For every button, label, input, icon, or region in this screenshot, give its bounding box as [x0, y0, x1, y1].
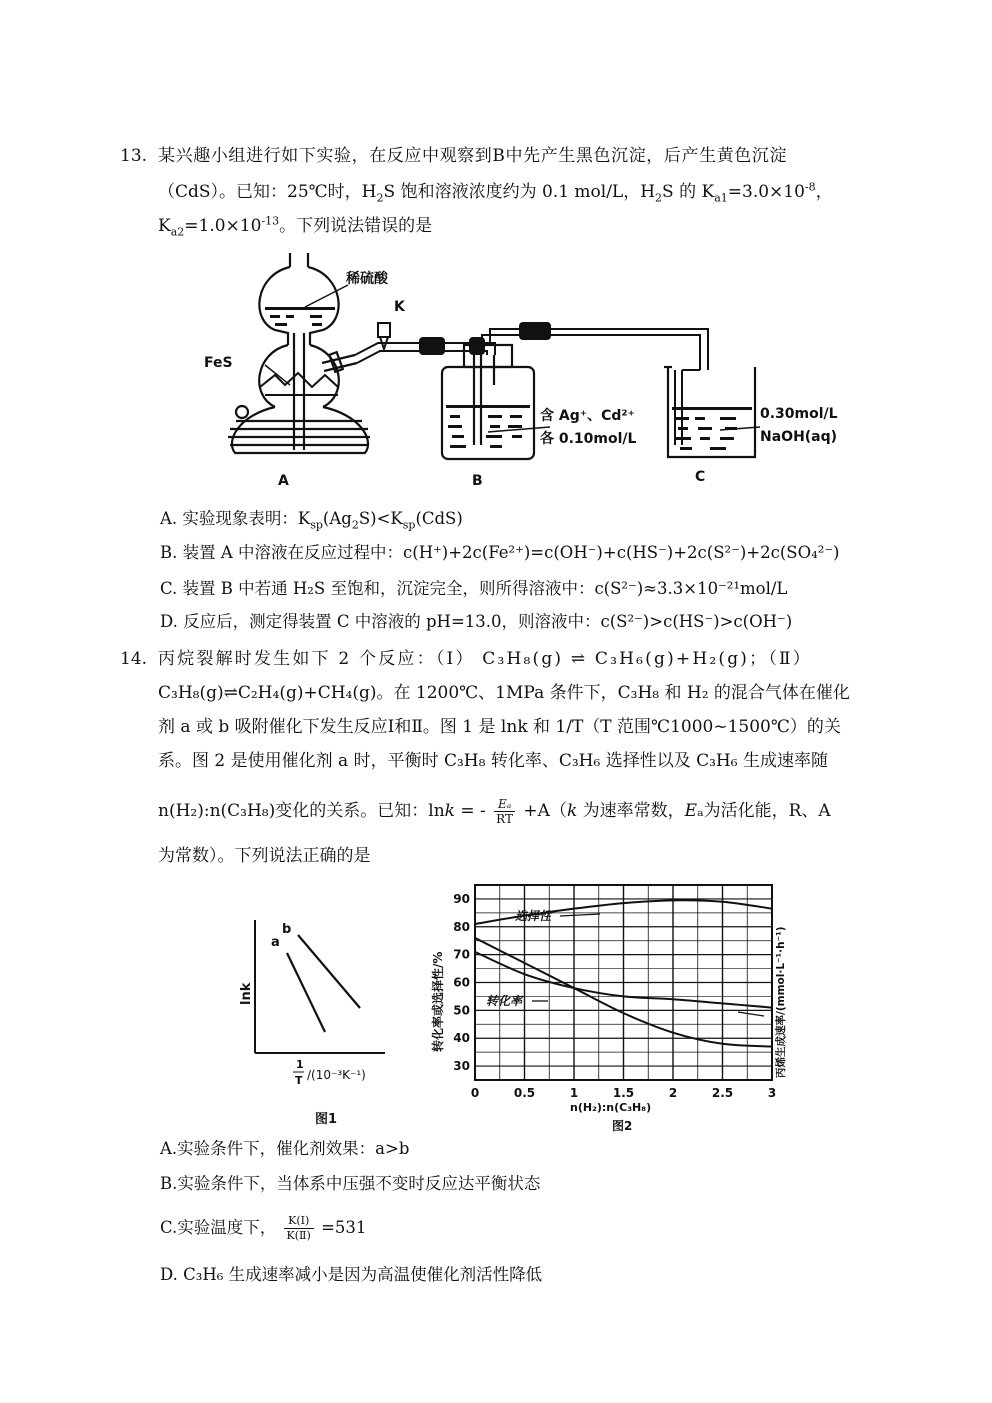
fig1-series-a-label: a [271, 935, 280, 950]
fig1-y-label: lnk [239, 982, 254, 1005]
arrhenius-fraction: $\frac{\text{Eₐ}}{RT}$ [496, 797, 513, 826]
label-c-content-2: NaOH(aq) [760, 429, 838, 445]
fig2-y-tick-label: 40 [453, 1031, 470, 1046]
question-14-line-5: n(H₂):n(C₃H₈)变化的关系。已知：lnk = - $\frac{\text{Eₐ}}{RT}$ +A（k 为速率常数，Eₐ为活化能，R、A [158, 797, 831, 826]
fig1-series-b-label: b [282, 922, 292, 937]
fig2-x-tick-label: 1 [569, 1086, 579, 1100]
question-13-line-2: （CdS）。已知：25℃时，$H_2S$ 饱和溶液浓度约为 0.1 mol/L，$H_2S$ 的 $K_{a1}=3.0\times 10^{-8}$， [158, 180, 833, 205]
fig1-x-label-den: T [295, 1074, 303, 1087]
acid-liquid [265, 307, 335, 326]
q14-option-b[interactable]: B.实验条件下，当体系中压强不变时反应达平衡状态 [160, 1174, 541, 1193]
fig2-x-tick-label: 1.5 [612, 1086, 635, 1100]
question-13-line-1: 某兴趣小组进行如下实验，在反应中观察到B中先产生黑色沉淀，后产生黄色沉淀 [158, 146, 788, 166]
label-valve-k: K [394, 299, 405, 315]
q14-option-d[interactable]: D. C₃H₆ 生成速率减小是因为高温使催化剂活性降低 [160, 1265, 543, 1284]
fes-solid [260, 373, 338, 395]
question-14-line-3: 剂 a 或 b 吸附催化下发生反应Ⅰ和Ⅱ。图 1 是 lnk 和 1/T（T 范围℃1000~1500℃）的关 [158, 717, 841, 737]
figure-1 [230, 905, 390, 1130]
fig1-line-a [287, 953, 325, 1032]
fig2-y-label-right: 丙烯生成速率/(mmol·L⁻¹·h⁻¹) [775, 926, 787, 1078]
bottle-b [442, 345, 534, 459]
fig2-series-label-selectivity: 选择性 [515, 909, 552, 923]
question-14-line-2: C₃H₈(g)⇌C₂H₄(g)+CH₄(g)。在 1200℃、1MPa 条件下，C₃H₈ 和 H₂ 的混合气体在催化 [158, 683, 850, 703]
q14-option-c[interactable]: C.实验温度下， $\frac{\text{K(Ⅰ)}}{\text{K(Ⅱ)}}$ =531 [160, 1214, 367, 1242]
label-b-content-2: 各 0.10mol/L [540, 431, 637, 447]
q13-option-b[interactable]: B. 装置 A 中溶液在反应过程中：c(H⁺)+2c(Fe²⁺)=c(OH⁻)+c(HS⁻)+2c(S²⁻)+2c(SO₄²⁻) [160, 543, 840, 562]
fig2-y-tick-label: 90 [453, 891, 470, 906]
fig2-y-label-left: 转化率或选择性/% [431, 951, 445, 1052]
bottle-b-liquid [446, 405, 530, 448]
fig2-x-tick-label: 2 [668, 1086, 678, 1100]
fig1-x-label-num: 1 [296, 1058, 304, 1071]
label-b-content-1: 含 Ag⁺、Cd²⁺ [540, 408, 635, 424]
fig2-y-tick-label: 30 [453, 1059, 470, 1074]
beaker-c [664, 367, 755, 457]
fig2-x-tick-label: 0 [470, 1086, 480, 1100]
label-c-content-1: 0.30mol/L [760, 406, 838, 422]
fig2-x-tick-label: 2.5 [711, 1086, 734, 1100]
fig2-series-label-conversion: 转化率 [486, 994, 523, 1008]
q13-option-c[interactable]: C. 装置 B 中若通 H₂S 至饱和，沉淀完全，则所得溶液中：c(S²⁻)≈3.3×10⁻²¹mol/L [160, 579, 788, 598]
q13-option-d[interactable]: D. 反应后，测定得装置 C 中溶液的 pH=13.0，则溶液中：c(S²⁻)>c(HS⁻)>c(OH⁻) [160, 612, 793, 631]
fig1-x-label-unit: /(10⁻³K⁻¹) [307, 1068, 366, 1082]
fig2-y-tick-label: 50 [453, 1003, 470, 1018]
fig2-caption: 图2 [612, 1119, 633, 1133]
fig1-caption: 图1 [315, 1112, 338, 1127]
q13-option-a[interactable]: A. 实验现象表明：$K_{sp}(Ag_2S)<K_{sp}(CdS)$ [160, 509, 463, 532]
label-dilute-acid: 稀硫酸 [346, 271, 388, 287]
k-ratio-fraction: $\frac{\text{K(Ⅰ)}}{\text{K(Ⅱ)}}$ [284, 1214, 314, 1243]
q14-option-a[interactable]: A.实验条件下，催化剂效果：a>b [160, 1139, 410, 1158]
apparatus-diagram [204, 245, 870, 495]
question-13-number: 13. [120, 146, 148, 166]
question-14-number: 14. [120, 649, 148, 669]
fig2-y-tick-label: 80 [453, 919, 470, 934]
label-apparatus-a: A [278, 473, 289, 489]
fig2-x-tick-label: 3 [767, 1086, 777, 1100]
question-14-line-1: 丙烷裂解时发生如下 2 个反应：（Ⅰ） C₃H₈(g) ⇌ C₃H₆(g)+H₂(g)；（Ⅱ） [158, 649, 812, 669]
question-13-line-3: $K_{a2}=1.0\times 10^{-13}$。下列说法错误的是 [158, 214, 433, 239]
question-14-line-4: 系。图 2 是使用催化剂 a 时，平衡时 C₃H₈ 转化率、C₃H₆ 选择性以及 C₃H₆ 生成速率随 [158, 751, 828, 771]
fig2-y-tick-label: 70 [453, 947, 470, 962]
label-apparatus-b: B [472, 473, 483, 489]
bottom-liquid [228, 421, 370, 445]
fig2-x-label: n(H₂):n(C₃H₈) [570, 1101, 652, 1114]
question-14-line-6: 为常数）。下列说法正确的是 [158, 846, 371, 866]
figure-2 [420, 880, 820, 1140]
fig2-x-tick-label: 0.5 [513, 1086, 536, 1100]
fig2-y-tick-label: 60 [453, 975, 470, 990]
label-fes: FeS [204, 355, 233, 371]
label-apparatus-c: C [695, 469, 706, 485]
